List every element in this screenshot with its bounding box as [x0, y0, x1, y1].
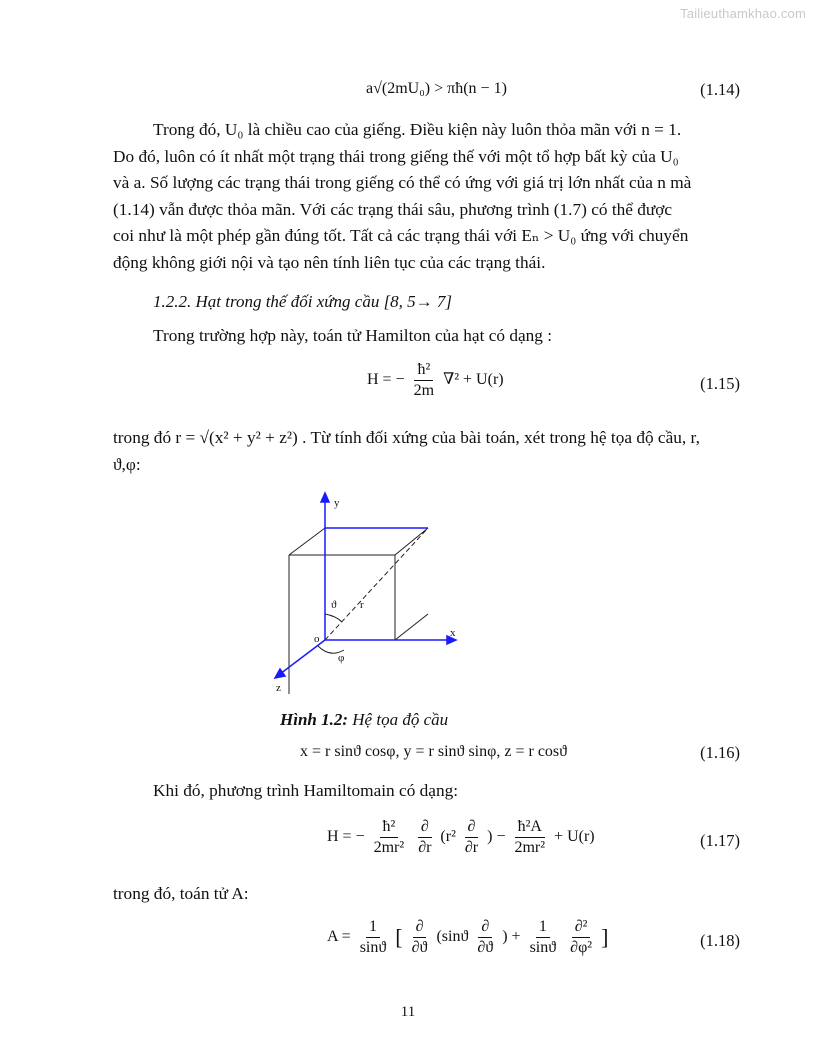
- paragraph-1-line-3: và a. Số lượng các trạng thái trong giếng có thể có ứng với giá trị lớn nhất của n mà: [113, 173, 692, 193]
- eq-1-17-frac-2: [415, 817, 434, 858]
- equation-number-1-16: (1.16): [700, 743, 740, 762]
- eq-1-18-frac-3: [474, 917, 496, 958]
- eq-1-17-frac-4: [511, 817, 548, 858]
- eq-1-17-den-4: 2mr²: [514, 839, 546, 856]
- equation-1-17: [327, 817, 595, 858]
- eq-1-18-mid: (sinϑ: [436, 928, 469, 946]
- paragraph-4-text: Khi đó, phương trình Hamiltomain có dạng:: [153, 781, 459, 800]
- eq-1-18-frac-4: [527, 917, 560, 958]
- eq-1-17-den-3: ∂r: [464, 839, 479, 856]
- eq-1-18-den-4: sinϑ: [529, 939, 557, 956]
- eq-1-18-den-5: ∂φ²: [570, 939, 593, 956]
- watermark: Tailieuthamkhao.com: [680, 6, 806, 21]
- paragraph-1-line-6: động không giới nội và tạo nên tính liên tục của các trạng thái.: [113, 252, 546, 272]
- theta-arc: [325, 614, 342, 622]
- paragraph-1-line-1: Trong đó, U₀ là chiều cao của giếng. Điều kiện này luôn thỏa mãn với n = 1.: [153, 120, 682, 139]
- figure-caption-label: Hình 1.2:: [280, 710, 349, 729]
- origin-label: o: [314, 633, 320, 645]
- eq-1-17-num-1: ħ²: [380, 817, 399, 838]
- box-bottom-right-edge: [395, 614, 428, 640]
- eq-1-18-frac-5: [567, 917, 595, 958]
- eq-1-18-close: ) +: [502, 928, 521, 946]
- paragraph-3-line-1: trong đó r = √(x² + y² + z²) . Từ tính đối xứng của bài toán, xét trong hệ tọa độ cầu, r,: [113, 428, 700, 447]
- box-top-left-edge: [289, 528, 325, 555]
- eq-1-17-num-2: ∂: [418, 817, 432, 838]
- paragraph-5-text: trong đó, toán tử A:: [113, 884, 249, 903]
- paragraph-2-text: Trong trường hợp này, toán tử Hamilton của hạt có dạng :: [153, 326, 553, 345]
- equation-1-14: a√(2mU₀) > πħ(n − 1): [366, 80, 507, 97]
- paragraph-1-line-2: Do đó, luôn có ít nhất một trạng thái trong giếng thế với một tổ hợp bất kỳ của U₀: [113, 146, 679, 166]
- eq-1-18-close-bracket: ]: [601, 924, 609, 950]
- page-number: 11: [400, 1004, 416, 1020]
- radius-line: [325, 528, 428, 640]
- eq-1-17-tail: + U(r): [554, 828, 595, 846]
- eq-1-17-close: ) −: [487, 828, 506, 846]
- section-heading: 1.2.2. Hạt trong thế đối xứng cầu [8, 5→ 7]: [153, 292, 453, 311]
- eq-1-17-num-4: ħ²A: [515, 817, 545, 838]
- eq-1-18-num-3: ∂: [478, 917, 492, 938]
- z-axis-arrow: [275, 669, 285, 678]
- paragraph-1-line-5: coi như là một phép gần đúng tốt. Tất cả các trạng thái với Eₙ > U₀ ứng với chuyển: [113, 226, 689, 246]
- eq-1-18-num-2: ∂: [413, 917, 427, 938]
- eq-1-15-numerator: ħ²: [414, 360, 433, 381]
- eq-1-18-den-3: ∂ϑ: [477, 939, 494, 956]
- eq-1-17-lhs: H = −: [327, 828, 365, 846]
- paragraph-3-line-2: ϑ,φ:: [113, 454, 141, 474]
- eq-1-17-den-2: ∂r: [418, 839, 432, 856]
- eq-1-18-den-1: sinϑ: [359, 939, 387, 956]
- equation-number-1-17: (1.17): [700, 831, 740, 850]
- r-label: r: [360, 599, 364, 611]
- eq-1-18-num-1: 1: [366, 917, 380, 938]
- eq-1-17-den-1: 2mr²: [373, 839, 405, 856]
- eq-1-17-num-3: ∂: [465, 817, 479, 838]
- eq-1-18-frac-2: [409, 917, 431, 958]
- eq-1-15-lhs: H = −: [367, 371, 405, 389]
- eq-1-18-den-2: ∂ϑ: [411, 939, 428, 956]
- y-axis-label: y: [334, 497, 340, 509]
- eq-1-18-lhs: A =: [327, 928, 351, 946]
- figure-caption-text: Hệ tọa độ cầu: [348, 710, 449, 729]
- paragraph-4: [113, 778, 740, 805]
- paragraph-2: [113, 323, 740, 350]
- box-top-right-edge: [395, 528, 428, 555]
- eq-1-18-open-bracket: [: [395, 924, 403, 950]
- eq-1-15-denominator: 2m: [413, 382, 435, 399]
- eq-1-18-frac-1: [357, 917, 390, 958]
- eq-1-15-fraction: [411, 360, 437, 401]
- equation-1-18: [327, 917, 608, 958]
- equation-1-15: [367, 360, 504, 401]
- eq-1-18-num-5: ∂²: [572, 917, 591, 938]
- paragraph-1: [113, 117, 740, 277]
- eq-1-18-num-4: 1: [536, 917, 550, 938]
- phi-label: φ: [338, 652, 345, 664]
- eq-1-17-frac-1: [371, 817, 408, 858]
- equation-number-1-14: (1.14): [700, 80, 740, 99]
- eq-1-17-frac-3: [462, 817, 481, 858]
- z-axis-label: z: [276, 682, 281, 694]
- paragraph-1-line-4: (1.14) vẫn được thỏa mãn. Với các trạng thái sâu, phương trình (1.7) có thể được: [113, 199, 673, 219]
- paragraph-3: [113, 425, 740, 478]
- eq-1-17-mid: (r²: [440, 828, 456, 846]
- x-axis-label: x: [450, 627, 456, 639]
- equation-1-16: x = r sinϑ cosφ, y = r sinϑ sinφ, z = r cosϑ: [300, 743, 568, 760]
- eq-1-15-rhs: ∇² + U(r): [443, 371, 504, 389]
- spherical-coordinates-figure: [270, 490, 470, 695]
- equation-number-1-18: (1.18): [700, 931, 740, 950]
- paragraph-5: [113, 881, 740, 908]
- y-axis-arrow: [321, 493, 329, 502]
- z-axis: [280, 640, 325, 674]
- theta-label: ϑ: [331, 599, 337, 611]
- equation-number-1-15: (1.15): [700, 374, 740, 393]
- figure-caption: [280, 710, 448, 730]
